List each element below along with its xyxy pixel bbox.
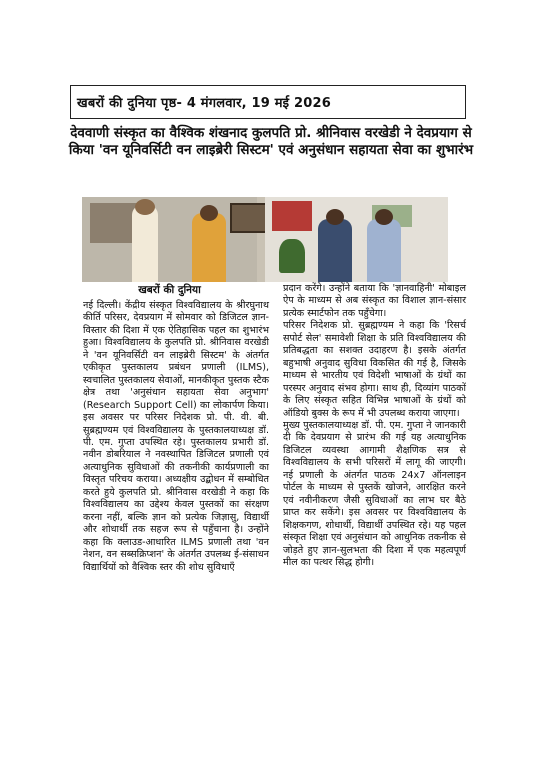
paragraph: नई दिल्ली। केंद्रीय संस्कृत विश्वविद्यालय के श्रीरघुनाथ कीर्ति परिसर, देवप्रयाग में सोमवार को डिजिटल ज्ञान-विस्तार की दिशा में एक ऐतिहासिक पहल का शुभारंभ हुआ। विश्वविद्यालय के कुलपति प्रो. श्रीनिवास वरखेडी ने 'वन यूनिवर्सिटी वन लाइब्रेरी सिस्टम' के अंतर्गत एकीकृत पुस्तकालय प्रबंधन प्रणाली (ILMS), स्वचालित पुस्तकालय सेवाओं, मानकीकृत पुस्तक स्टैक क्षेत्र तथा 'अनुसंधान सहायता सेवा अनुभाग' (Research Support Cell) का लोकार्पण किया। इस अवसर पर परिसर निदेशक प्रो. पी. वी. बी. सुब्रह्मण्यम एवं विश्वविद्यालय के पुस्तकालयाध्यक्ष डॉ. पी. एम. गुप्ता उपस्थित रहे। पुस्तकालय प्रभारी डॉ. नवीन डोबरियाल ने नवस्थापित डिजिटल प्रणाली एवं अत्याधुनिक सुविधाओं की तकनीकी कार्यप्रणाली का विस्तृत परिचय कराया। अध्यक्षीय उद्बोधन में सम्बोधित करते हुये कुलपति प्रो. श्रीनिवास वरखेडी ने कहा कि विश्वविद्यालय का उद्देश्य केवल पुस्तकों का संरक्षण करना नहीं, बल्कि ज्ञान को प्रत्येक जिज्ञासु, विद्यार्थी और शोधार्थी तक सहज रूप से पहुँचाना है। उन्होंने कहा कि क्लाउड-आधारित ILMS प्रणाली तथा 'वन नेशन, वन सब्सक्रिप्शन' के अंतर्गत उपलब्ध ई-संसाधन विद्यार्थियों को वैश्विक स्तर की शोध सुविधाएँ (83, 300, 269, 573)
article-column-2 (283, 283, 466, 569)
article-column-1 (83, 300, 269, 574)
masthead: खबरों की दुनिया पृष्ठ- 4 मंगलवार, 19 मई 2026 (70, 85, 466, 119)
headline: देववाणी संस्कृत का वैश्विक शंखनाद कुलपति प्रो. श्रीनिवास वरखेडी ने देवप्रयाग से किया 'वन यूनिवर्सिटी वन लाइब्रेरी सिस्टम' एवं अनुसंधान सहायता सेवा का शुभारंभ (68, 125, 474, 158)
paragraph: मुख्य पुस्तकालयाध्यक्ष डॉ. पी. एम. गुप्ता ने जानकारी दी कि देवप्रयाग से प्रारंभ की गई यह अत्याधुनिक डिजिटल व्यवस्था आगामी शैक्षणिक सत्र से विश्वविद्यालय के सभी परिसरों में लागू की जाएगी। नई प्रणाली के अंतर्गत पाठक 24x7 ऑनलाइन पोर्टल के माध्यम से पुस्तकें खोजने, आरक्षित करने एवं नवीनीकरण जैसी सुविधाओं का लाभ घर बैठे प्राप्त कर सकेंगे। इस अवसर पर विश्वविद्यालय के शिक्षकगण, शोधार्थी, विद्यार्थी उपस्थित रहे। यह पहल संस्कृत शिक्षा एवं अनुसंधान को आधुनिक तकनीक से जोड़ते हुए ज्ञान-सुलभता की दिशा में एक महत्वपूर्ण मील का पत्थर सिद्ध होगी। (283, 419, 466, 568)
event-photo (82, 197, 448, 282)
paragraph: प्रदान करेंगे। उन्होंने बताया कि 'ज्ञानवाहिनी' मोबाइल ऐप के माध्यम से अब संस्कृत का विशाल ज्ञान-संसार प्रत्येक स्मार्टफोन तक पहुँचेगा। (283, 283, 466, 319)
photo-caption: खबरों की दुनिया (138, 284, 201, 296)
paragraph: परिसर निदेशक प्रो. सुब्रह्मण्यम ने कहा कि 'रिसर्च सपोर्ट सेल' समावेशी शिक्षा के प्रति विश्वविद्यालय की प्रतिबद्धता का सशक्त उदाहरण है। इसके अंतर्गत बहुभाषी अनुवाद सुविधा विकसित की गई है, जिसके माध्यम से भारतीय एवं विदेशी भाषाओं के ग्रंथों का परस्पर अनुवाद संभव होगा। साथ ही, दिव्यांग पाठकों के लिए संस्कृत सहित विभिन्न भाषाओं के ग्रंथों को ऑडियो बुक्स के रूप में भी उपलब्ध कराया जाएगा। (283, 320, 466, 419)
